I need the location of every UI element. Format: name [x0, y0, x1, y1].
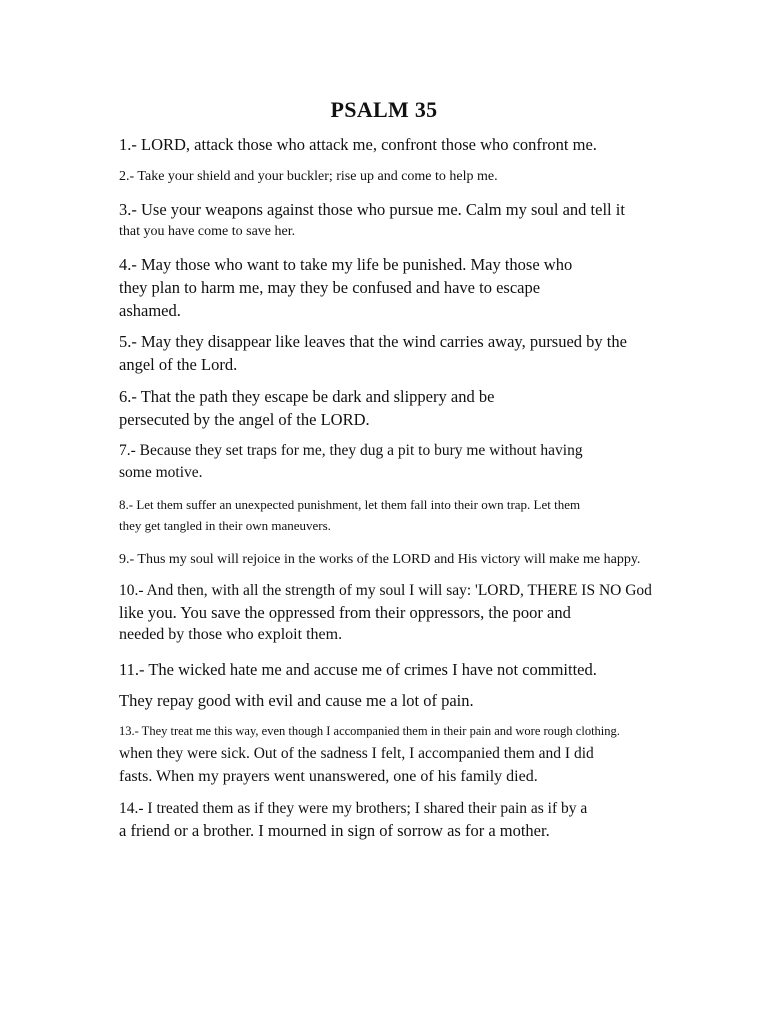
verse-4	[119, 253, 572, 322]
verse-line: 8.- Let them suffer an unexpected punishment, let them fall into their own trap. Let them	[119, 497, 581, 512]
verse-6	[119, 385, 494, 431]
verse-line: a friend or a brother. I mourned in sign of sorrow as for a mother.	[119, 821, 550, 840]
verse-line: ashamed.	[119, 301, 181, 320]
verse-line: 4.- May those who want to take my life be punished. May those who	[119, 255, 573, 274]
verse-line: persecuted by the angel of the LORD.	[119, 410, 370, 429]
verse-line: that you have come to save her.	[119, 224, 296, 239]
page-title: PSALM 35	[330, 97, 438, 122]
verse-line: 5.- May they disappear like leaves that the wind carries away, pursued by the	[119, 332, 627, 351]
verse-line: 3.- Use your weapons against those who pursue me. Calm my soul and tell it	[119, 200, 625, 219]
verse-line: 11.- The wicked hate me and accuse me of crimes I have not committed.	[119, 660, 597, 679]
verse-line: 14.- I treated them as if they were my brothers; I shared their pain as if by a	[119, 800, 588, 817]
verse-line: like you. You save the oppressed from their oppressors, the poor and	[119, 603, 571, 622]
verse-line: some motive.	[119, 464, 203, 481]
verse-9	[119, 549, 640, 571]
verse-3	[119, 199, 625, 243]
verse-11	[119, 658, 597, 681]
verse-line: 9.- Thus my soul will rejoice in the works of the LORD and His victory will make me happy.	[119, 552, 641, 567]
verse-line: they get tangled in their own maneuvers.	[119, 518, 331, 533]
verse-line: angel of the Lord.	[119, 355, 238, 374]
verse-1	[119, 133, 597, 156]
verse-8	[119, 494, 580, 536]
verse-line: 1.- LORD, attack those who attack me, confront those who confront me.	[119, 135, 597, 154]
verse-7	[119, 440, 583, 484]
verse-5	[119, 330, 627, 376]
verse-line: needed by those who exploit them.	[119, 626, 343, 643]
verse-12	[119, 689, 474, 712]
verse-line: they plan to harm me, may they be confused and have to escape	[119, 278, 541, 297]
verse-line: They repay good with evil and cause me a lot of pain.	[119, 691, 474, 710]
verse-14	[119, 798, 587, 842]
verse-13	[119, 721, 620, 788]
verse-line: when they were sick. Out of the sadness I felt, I accompanied them and I did	[119, 745, 594, 762]
verse-line: fasts. When my prayers went unanswered, one of his family died.	[119, 768, 538, 785]
verse-2	[119, 166, 498, 188]
verse-line: 10.- And then, with all the strength of my soul I will say: 'LORD, THERE IS NO God	[119, 582, 652, 599]
verse-line: 2.- Take your shield and your buckler; rise up and come to help me.	[119, 169, 498, 184]
verse-10	[119, 580, 652, 646]
verse-line: 6.- That the path they escape be dark and slippery and be	[119, 387, 495, 406]
verse-line: 7.- Because they set traps for me, they dug a pit to bury me without having	[119, 442, 583, 459]
verse-line: 13.- They treat me this way, even though I accompanied them in their pain and wore rough clothing.	[119, 724, 620, 738]
